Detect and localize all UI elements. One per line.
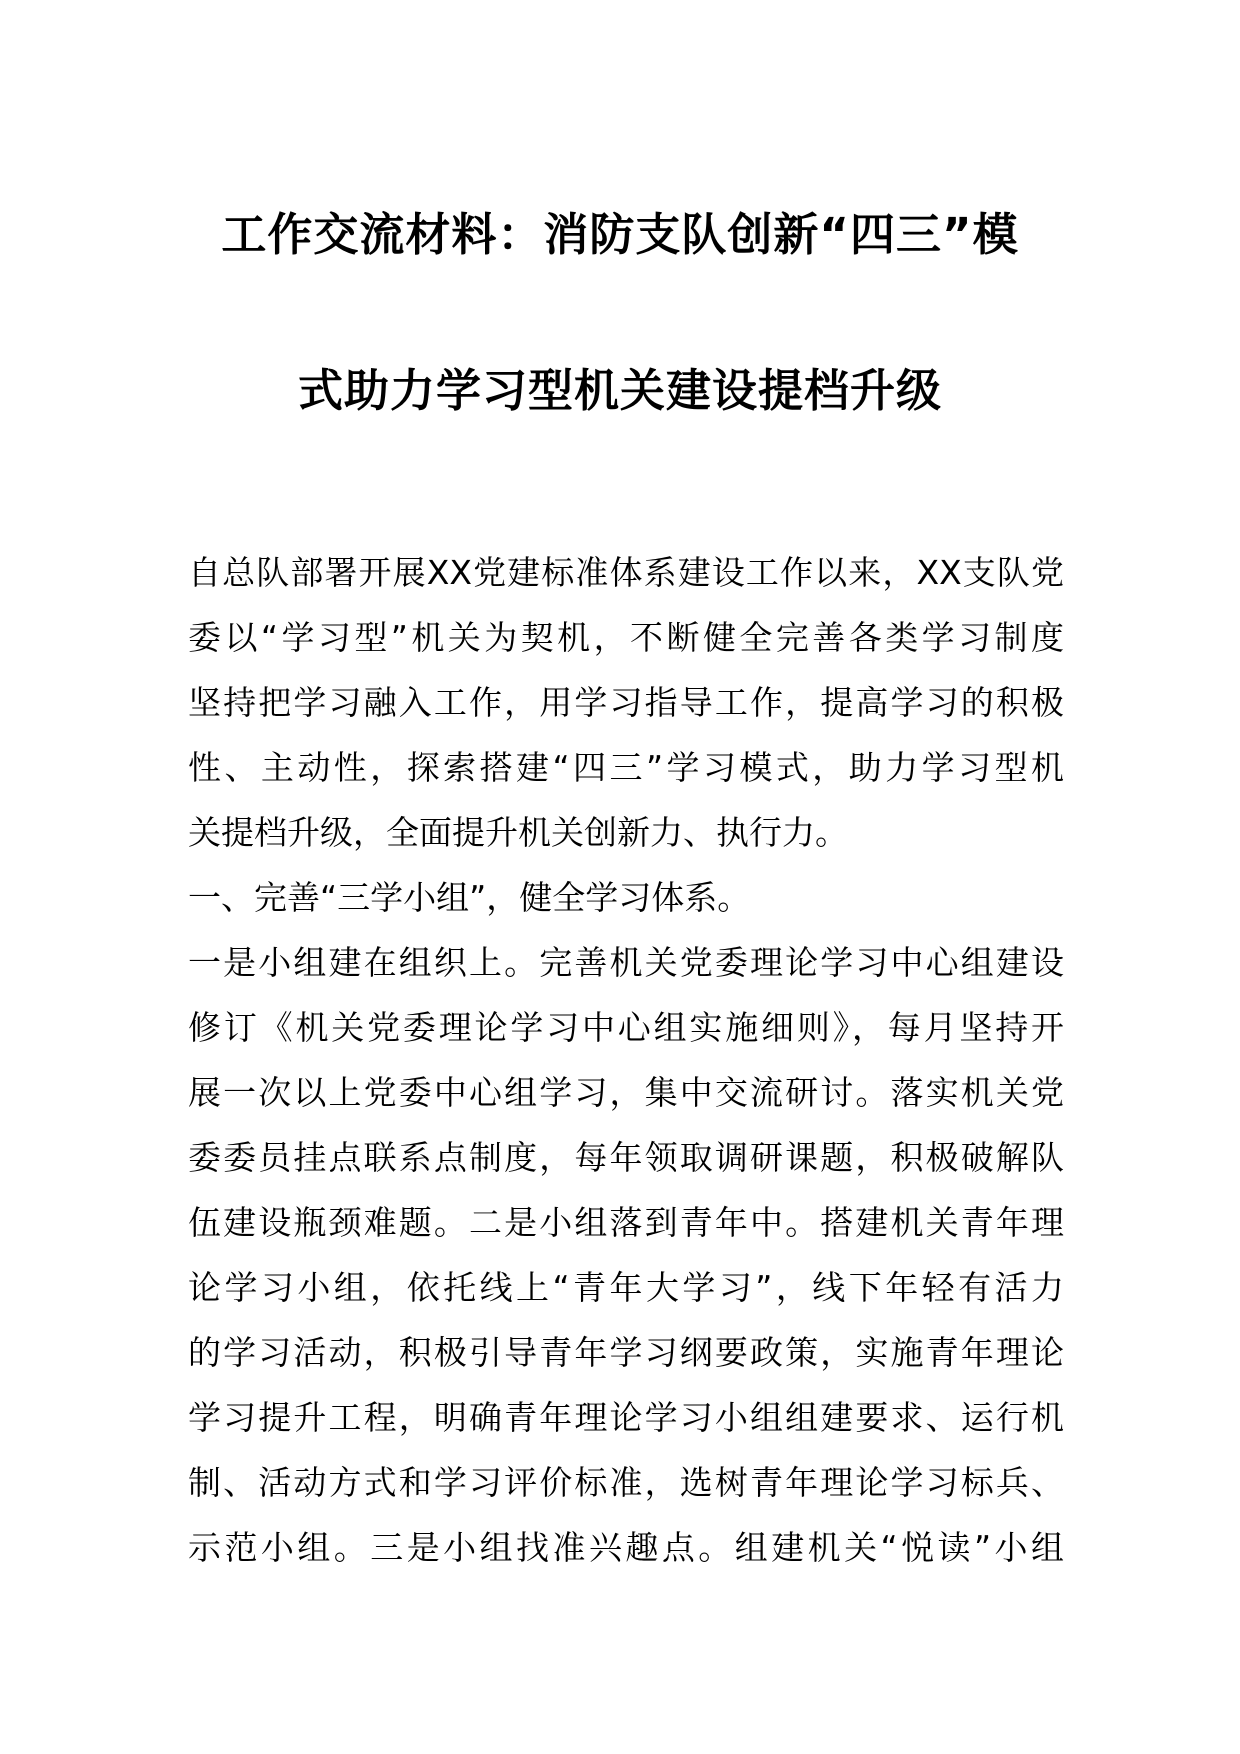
body-line: 论学习小组，依托线上“青年大学习”，线下年轻有活力 (188, 1268, 1064, 1307)
section-heading: 一、完善“三学小组”，健全学习体系。 (188, 878, 751, 917)
body-line: 的学习活动，积极引导青年学习纲要政策，实施青年理论 (188, 1333, 1064, 1372)
body-line: 示范小组。三是小组找准兴趣点。组建机关“悦读”小组 (188, 1528, 1064, 1567)
body-line: 展一次以上党委中心组学习，集中交流研讨。落实机关党 (188, 1073, 1064, 1112)
body-line: 自总队部署开展XX党建标准体系建设工作以来，XX支队党 (188, 553, 1064, 592)
body-line: 性、主动性，探索搭建“四三”学习模式，助力学习型机 (188, 748, 1064, 787)
body-line: 委委员挂点联系点制度，每年领取调研课题，积极破解队 (188, 1138, 1064, 1177)
body-line: 一是小组建在组织上。完善机关党委理论学习中心组建设 (188, 943, 1064, 982)
body-line: 伍建设瓶颈难题。二是小组落到青年中。搭建机关青年理 (188, 1203, 1064, 1242)
document-title-line-2: 式助力学习型机关建设提档升级 (297, 364, 942, 417)
body-line: 委以“学习型”机关为契机，不断健全完善各类学习制度 (188, 618, 1064, 657)
body-line: 坚持把学习融入工作，用学习指导工作，提高学习的积极 (188, 683, 1064, 722)
body-line: 制、活动方式和学习评价标准，选树青年理论学习标兵、 (188, 1463, 1064, 1502)
body-line: 关提档升级，全面提升机关创新力、执行力。 (188, 813, 848, 852)
body-line: 学习提升工程，明确青年理论学习小组组建要求、运行机 (188, 1398, 1064, 1437)
body-line: 修订《机关党委理论学习中心组实施细则》，每月坚持开 (188, 1008, 1064, 1047)
document-title-line-1: 工作交流材料：消防支队创新“四三”模 (221, 208, 1019, 261)
document-body (188, 545, 1064, 1585)
